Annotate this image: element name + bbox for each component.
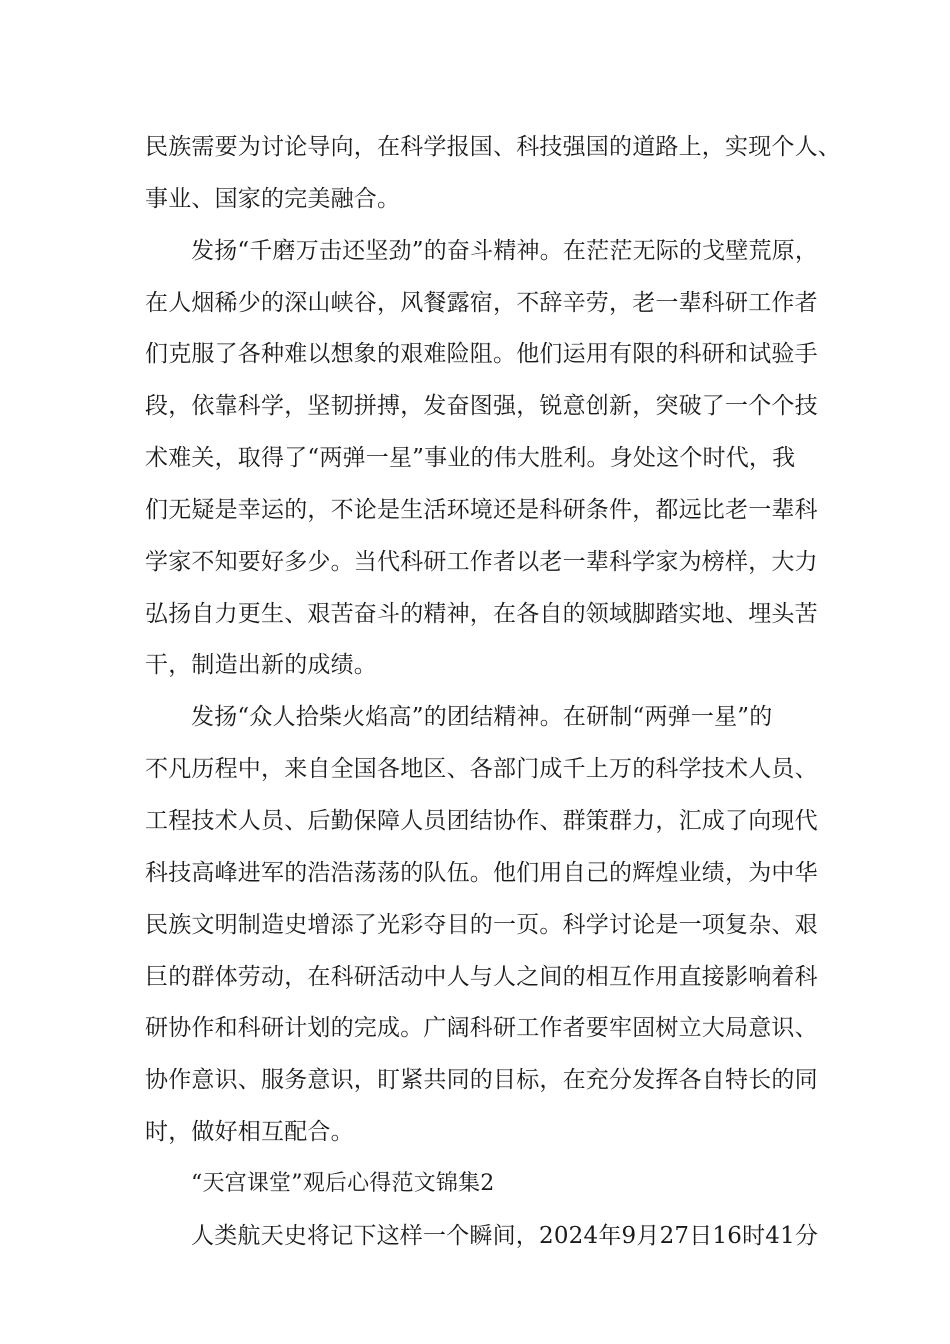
text-line-16: 民族文明制造史增添了光彩夺目的一页。科学讨论是一项复杂、艰 xyxy=(145,912,818,938)
text-line-15: 科技高峰进军的浩浩荡荡的队伍。他们用自己的辉煌业绩，为中华 xyxy=(145,860,818,886)
text-line-9: 学家不知要好多少。当代科研工作者以老一辈科学家为榜样，大力 xyxy=(145,549,818,575)
text-line-2: 事业、国家的完美融合。 xyxy=(145,186,401,212)
text-line-17: 巨的群体劳动，在科研活动中人与人之间的相互作用直接影响着科 xyxy=(145,964,818,990)
text-line-7: 术难关，取得了“两弹一星”事业的伟大胜利。身处这个时代，我 xyxy=(145,445,796,471)
text-line-6: 段，依靠科学，坚韧拼搏，发奋图强，锐意创新，突破了一个个技 xyxy=(145,393,818,419)
text-line-4: 在人烟稀少的深山峡谷，风餐露宿，不辞辛劳，老一辈科研工作者 xyxy=(145,290,818,316)
paragraph-start-unity: 发扬“众人拾柴火焰高”的团结精神。在研制“两弹一星”的 xyxy=(191,704,773,730)
paragraph-start-struggle: 发扬“千磨万击还坚劲”的奋斗精神。在茫茫无际的戈壁荒原， xyxy=(191,238,819,264)
text-line-20: 时，做好相互配合。 xyxy=(145,1119,354,1145)
text-line-13: 不凡历程中，来自全国各地区、各部门成千上万的科学技术人员、 xyxy=(145,756,818,782)
text-line-18: 研协作和科研计划的完成。广阔科研工作者要牢固树立大局意识、 xyxy=(145,1015,818,1041)
text-line-11: 干，制造出新的成绩。 xyxy=(145,652,377,678)
text-line-10: 弘扬自力更生、艰苦奋斗的精神，在各自的领域脚踏实地、埋头苦 xyxy=(145,601,818,627)
text-line-19: 协作意识、服务意识，盯紧共同的目标，在充分发挥各自特长的同 xyxy=(145,1067,818,1093)
paragraph-start-space: 人类航天史将记下这样一个瞬间，2024年9月27日16时41分 xyxy=(191,1223,819,1249)
text-line-14: 工程技术人员、后勤保障人员团结协作、群策群力，汇成了向现代 xyxy=(145,808,818,834)
text-line-8: 们无疑是幸运的，不论是生活环境还是科研条件，都远比老一辈科 xyxy=(145,497,818,523)
text-line-1: 民族需要为讨论导向，在科学报国、科技强国的道路上，实现个人、 xyxy=(145,134,841,160)
section-heading: “天宫课堂”观后心得范文锦集2 xyxy=(191,1171,495,1196)
text-line-5: 们克服了各种难以想象的艰难险阻。他们运用有限的科研和试验手 xyxy=(145,341,818,367)
